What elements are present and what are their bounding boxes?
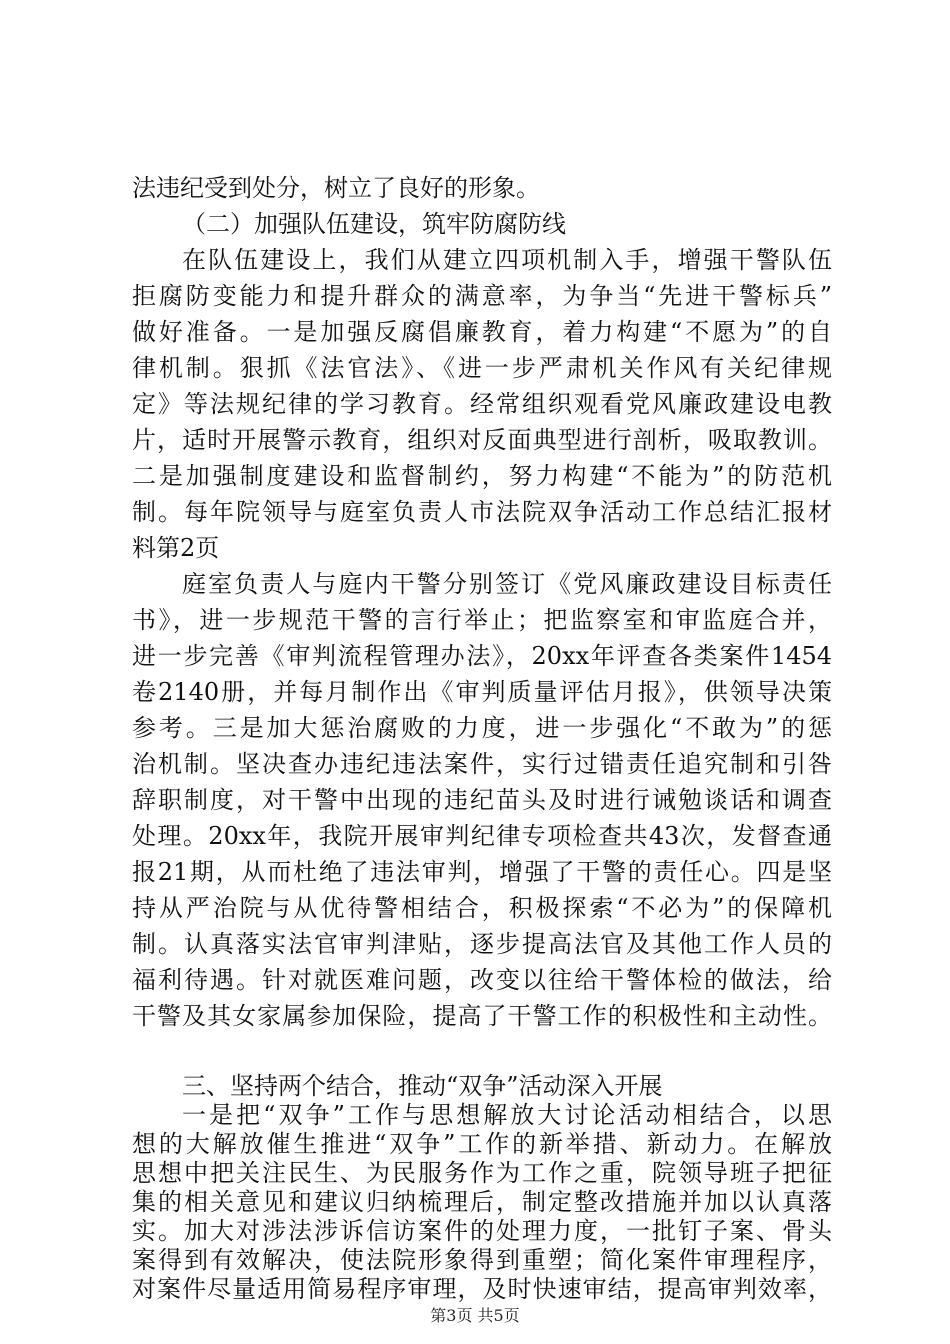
- section-heading: 三、坚持两个结合，推动“双争”活动深入开展: [182, 1072, 663, 1100]
- paragraph-line: 拒腐防变能力和提升群众的满意率，为争当“先进干警标兵”: [132, 282, 832, 310]
- paragraph-line: 制。每年院领导与庭室负责人市法院双争活动工作总结汇报材: [132, 498, 832, 526]
- paragraph-line: 集的相关意见和建议归纳梳理后，制定整改措施并加以认真落: [132, 1188, 832, 1216]
- paragraph-line: 法违纪受到处分，树立了良好的形象。: [132, 174, 540, 202]
- paragraph-line: 干警及其女家属参加保险，提高了干警工作的积极性和主动性。: [132, 1002, 832, 1030]
- paragraph-line: 想的大解放催生推进“双争”工作的新举措、新动力。在解放: [132, 1130, 832, 1158]
- paragraph-line: 辞职制度，对干警中出现的违纪苗头及时进行诫勉谈话和调查: [132, 786, 832, 814]
- paragraph-line: 处理。20xx年，我院开展审判纪律专项检查共43次，发督查通: [132, 822, 832, 850]
- paragraph-line: 持从严治院与从优待警相结合，积极探索“不必为”的保障机: [132, 894, 832, 922]
- paragraph-line: 案得到有效解决，使法院形象得到重塑；简化案件审理程序，: [132, 1246, 832, 1274]
- paragraph-line: 参考。三是加大惩治腐败的力度，进一步强化“不敢为”的惩: [132, 714, 832, 742]
- page-footer: 第3页 共5页: [430, 1306, 520, 1325]
- paragraph-line: 对案件尽量适用简易程序审理，及时快速审结，提高审判效率，: [132, 1275, 832, 1303]
- paragraph-line: 庭室负责人与庭内干警分别签订《党风廉政建设目标责任: [182, 570, 832, 598]
- section-heading: （二）加强队伍建设，筑牢防腐防线: [182, 210, 566, 238]
- paragraph-line: 进一步完善《审判流程管理办法》，20xx年评查各类案件1454: [132, 642, 832, 670]
- paragraph-line: 做好准备。一是加强反腐倡廉教育，着力构建“不愿为”的自: [132, 318, 832, 346]
- paragraph-line: 一是把“双争”工作与思想解放大讨论活动相结合，以思: [182, 1101, 832, 1129]
- paragraph-line: 福利待遇。针对就医难问题，改变以往给干警体检的做法，给: [132, 966, 832, 994]
- paragraph-line: 在队伍建设上，我们从建立四项机制入手，增强干警队伍: [182, 246, 832, 274]
- paragraph-line: 律机制。狠抓《法官法》、《进一步严肃机关作风有关纪律规: [132, 354, 832, 382]
- paragraph-line: 书》，进一步规范干警的言行举止；把监察室和审监庭合并，: [132, 606, 832, 634]
- paragraph-line: 治机制。坚决查办违纪违法案件，实行过错责任追究制和引咎: [132, 750, 832, 778]
- paragraph-line: 卷2140册，并每月制作出《审判质量评估月报》，供领导决策: [132, 678, 832, 706]
- paragraph-line: 料第2页: [132, 534, 220, 562]
- paragraph-line: 二是加强制度建设和监督制约，努力构建“不能为”的防范机: [132, 462, 832, 490]
- paragraph-line: 实。加大对涉法涉诉信访案件的处理力度，一批钉子案、骨头: [132, 1217, 832, 1245]
- paragraph-line: 制。认真落实法官审判津贴，逐步提高法官及其他工作人员的: [132, 930, 832, 958]
- paragraph-line: 报21期，从而杜绝了违法审判，增强了干警的责任心。四是坚: [132, 858, 832, 886]
- paragraph-line: 定》等法规纪律的学习教育。经常组织观看党风廉政建设电教: [132, 390, 832, 418]
- paragraph-line: 片，适时开展警示教育，组织对反面典型进行剖析，吸取教训。: [132, 426, 832, 454]
- paragraph-line: 思想中把关注民生、为民服务作为工作之重，院领导班子把征: [132, 1159, 832, 1187]
